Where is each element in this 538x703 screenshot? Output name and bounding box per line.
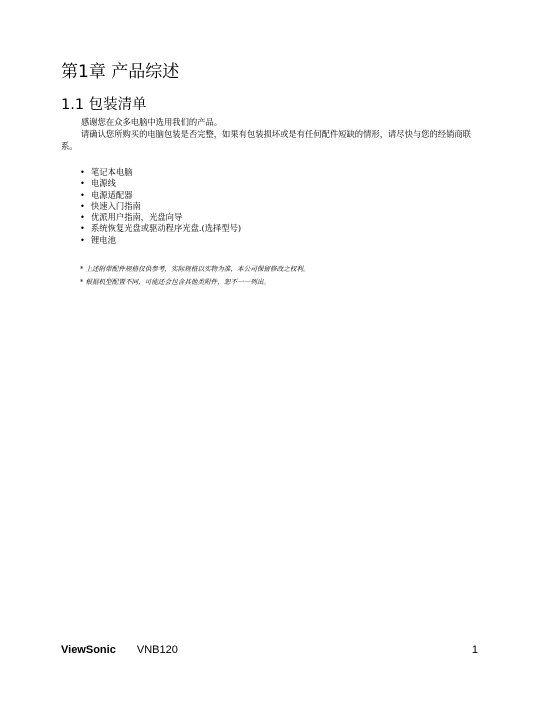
footnote: * 上述附带配件规格仅供参考，实际规格以实物为准，本公司保留修改之权利。: [80, 265, 310, 273]
footnotes: [80, 263, 310, 289]
package-contents-list: [78, 167, 241, 246]
footnote: * 根据机型配置不同，可能还会包含其他类附件，恕不一一列出。: [80, 278, 271, 286]
intro-paragraph: 感谢您在众多电脑中选用我们的产品。: [81, 117, 223, 127]
list-item: • 电源适配器: [78, 190, 241, 201]
section-title: 1.1 包装清单: [61, 97, 147, 113]
chapter-title: 第1章 产品综述: [61, 62, 180, 82]
list-item: • 系统恢复光盘或驱动程序光盘.(选择型号): [78, 223, 241, 234]
footer-model: VNB120: [136, 644, 178, 656]
list-item: • 锂电池: [78, 235, 241, 246]
page-number: 1: [471, 644, 478, 656]
list-item: • 笔记本电脑: [78, 167, 241, 178]
page-footer: [61, 643, 478, 657]
footer-brand: ViewSonic: [61, 644, 116, 656]
list-item: • 快速入门指南: [78, 201, 241, 212]
list-item: • 优派用户指南，光盘向导: [78, 212, 241, 223]
intro-text: [61, 116, 481, 152]
list-item: • 电源线: [78, 178, 241, 189]
intro-paragraph: 请确认您所购买的电脑包装是否完整，如果有包装损坏或是有任何配件短缺的情形，请尽快与您的经销商联系。: [61, 129, 471, 151]
